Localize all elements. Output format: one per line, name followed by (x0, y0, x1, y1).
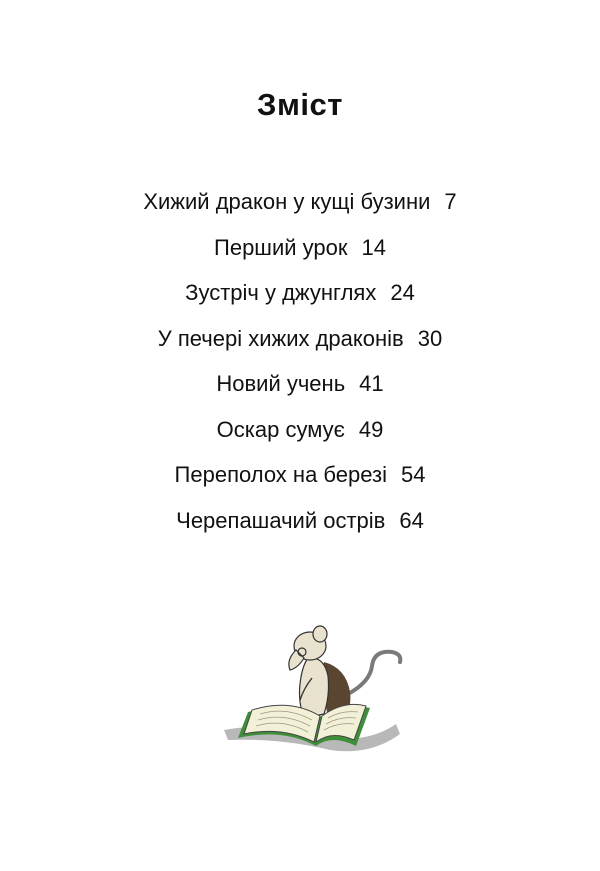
toc-entry-title: Оскар сумує (216, 416, 345, 442)
toc-entry-title: Переполох на березі (174, 462, 387, 487)
mouse-tail (348, 652, 400, 694)
table-of-contents (0, 184, 600, 548)
toc-entry-page: 64 (399, 507, 424, 533)
toc-entry (0, 503, 600, 549)
mouse-reading-book-icon (220, 622, 406, 758)
toc-entry-page: 30 (417, 325, 443, 351)
toc-entry (0, 321, 600, 367)
toc-entry-title: Новий учень (216, 371, 346, 396)
toc-entry-page: 24 (390, 280, 415, 305)
toc-entry-page: 41 (359, 371, 384, 396)
toc-entry (0, 184, 600, 230)
toc-entry-page: 14 (361, 234, 386, 260)
mouse-ear (313, 626, 327, 642)
toc-entry (0, 412, 600, 458)
toc-entry-title: Перший урок (214, 234, 348, 260)
toc-entry-title: У печері хижих драконів (157, 325, 404, 351)
toc-entry (0, 366, 600, 412)
toc-entry-title: Хижий дракон у кущі бузини (143, 189, 431, 214)
toc-entry-title: Черепашачий острів (176, 507, 386, 533)
toc-entry-title: Зустріч у джунглях (185, 280, 377, 305)
toc-entry (0, 275, 600, 321)
toc-entry-page: 54 (400, 462, 426, 487)
page-title: Зміст (257, 86, 343, 122)
toc-entry (0, 230, 600, 276)
toc-entry (0, 457, 600, 503)
toc-entry-page: 49 (358, 416, 384, 442)
toc-entry-page: 7 (444, 189, 457, 214)
